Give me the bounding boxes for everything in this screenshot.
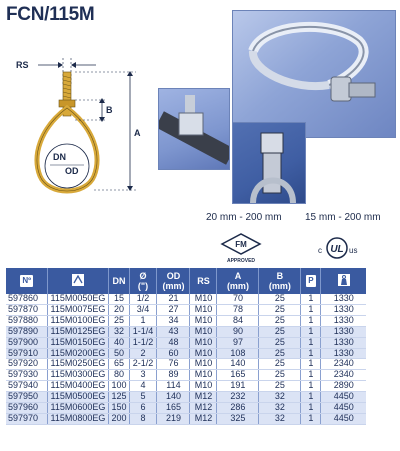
- cell-a: 140: [217, 359, 259, 370]
- table-header-row: [6, 268, 366, 294]
- col-pack: P: [301, 268, 321, 294]
- cell-diameter: 3/4: [129, 304, 157, 315]
- cell-b: 25: [259, 359, 301, 370]
- fm-range: 20 mm - 200 mm: [206, 212, 282, 223]
- cell-od: 89: [157, 370, 190, 381]
- col-diameter: Ø ("): [129, 268, 157, 294]
- cell-pack: 1: [301, 370, 321, 381]
- cell-model: 115M0125EG: [48, 326, 109, 337]
- cell-rs: M10: [190, 348, 217, 359]
- cell-weight: 4450: [321, 392, 366, 403]
- cell-pack: 1: [301, 315, 321, 326]
- cell-diameter: 3: [129, 370, 157, 381]
- table-row: [6, 337, 366, 348]
- cell-model: 115M0200EG: [48, 348, 109, 359]
- cell-pack: 1: [301, 304, 321, 315]
- cell-rs: M10: [190, 370, 217, 381]
- cell-dn: 40: [109, 337, 129, 348]
- cell-weight: 2340: [321, 370, 366, 381]
- cell-od: 27: [157, 304, 190, 315]
- weight-icon: [337, 273, 351, 287]
- cell-weight: 2890: [321, 381, 366, 392]
- cell-b: 25: [259, 348, 301, 359]
- cell-model: 115M0075EG: [48, 304, 109, 315]
- cell-weight: 2340: [321, 359, 366, 370]
- cell-b: 32: [259, 413, 301, 424]
- col-a: A (mm): [217, 268, 259, 294]
- cell-code: 597950: [6, 392, 48, 403]
- ul-range: 15 mm - 200 mm: [305, 212, 381, 223]
- cell-rs: M10: [190, 315, 217, 326]
- cell-od: 34: [157, 315, 190, 326]
- cell-dn: 150: [109, 403, 129, 414]
- cell-code: 597870: [6, 304, 48, 315]
- cell-rs: M12: [190, 403, 217, 414]
- cell-model: 115M0250EG: [48, 359, 109, 370]
- cell-a: 108: [217, 348, 259, 359]
- cell-dn: 20: [109, 304, 129, 315]
- cell-dn: 50: [109, 348, 129, 359]
- cell-model: 115M0400EG: [48, 381, 109, 392]
- cell-b: 25: [259, 304, 301, 315]
- cell-diameter: 1-1/4: [129, 326, 157, 337]
- cell-weight: 1330: [321, 304, 366, 315]
- cell-b: 25: [259, 370, 301, 381]
- dn-label: DN: [53, 152, 66, 162]
- cell-od: 21: [157, 294, 190, 304]
- cell-rs: M12: [190, 413, 217, 424]
- cell-code: 597940: [6, 381, 48, 392]
- cell-weight: 1330: [321, 348, 366, 359]
- col-dn: DN: [109, 268, 129, 294]
- cell-weight: 1330: [321, 326, 366, 337]
- cell-model: 115M0100EG: [48, 315, 109, 326]
- cell-od: 140: [157, 392, 190, 403]
- cell-pack: 1: [301, 326, 321, 337]
- cell-a: 70: [217, 294, 259, 304]
- cell-od: 60: [157, 348, 190, 359]
- col-code: Nº: [6, 268, 48, 294]
- cell-pack: 1: [301, 337, 321, 348]
- cell-od: 219: [157, 413, 190, 424]
- cell-dn: 65: [109, 359, 129, 370]
- cell-diameter: 1-1/2: [129, 337, 157, 348]
- clamp-icon: [71, 273, 85, 287]
- cell-diameter: 5: [129, 392, 157, 403]
- svg-text:FM: FM: [235, 240, 247, 249]
- cell-b: 25: [259, 315, 301, 326]
- svg-text:us: us: [349, 246, 358, 255]
- cell-diameter: 4: [129, 381, 157, 392]
- table-row: [6, 359, 366, 370]
- cell-dn: 32: [109, 326, 129, 337]
- col-model: [48, 268, 109, 294]
- cell-rs: M10: [190, 326, 217, 337]
- cell-a: 78: [217, 304, 259, 315]
- product-photo-main: [232, 10, 396, 138]
- cell-diameter: 8: [129, 413, 157, 424]
- svg-text:UL: UL: [330, 244, 344, 255]
- cell-model: 115M0800EG: [48, 413, 109, 424]
- rs-label: RS: [16, 60, 29, 70]
- cell-a: 90: [217, 326, 259, 337]
- cell-rs: M10: [190, 304, 217, 315]
- cell-code: 597970: [6, 413, 48, 424]
- cell-code: 597960: [6, 403, 48, 414]
- cell-a: 84: [217, 315, 259, 326]
- cell-code: 597920: [6, 359, 48, 370]
- cell-pack: 1: [301, 403, 321, 414]
- cell-model: 115M0150EG: [48, 337, 109, 348]
- table-row: [6, 304, 366, 315]
- cell-code: 597930: [6, 370, 48, 381]
- cell-weight: 1330: [321, 315, 366, 326]
- cell-dn: 200: [109, 413, 129, 424]
- cell-od: 48: [157, 337, 190, 348]
- cell-code: 597880: [6, 315, 48, 326]
- cell-model: 115M0600EG: [48, 403, 109, 414]
- cell-a: 232: [217, 392, 259, 403]
- col-weight: [321, 268, 366, 294]
- cell-dn: 80: [109, 370, 129, 381]
- product-photo-installed: [158, 88, 230, 170]
- hanger-drawing: [10, 48, 160, 208]
- cell-b: 32: [259, 403, 301, 414]
- cell-b: 25: [259, 381, 301, 392]
- cell-a: 97: [217, 337, 259, 348]
- cell-od: 165: [157, 403, 190, 414]
- cell-a: 165: [217, 370, 259, 381]
- cell-od: 43: [157, 326, 190, 337]
- table-row: [6, 381, 366, 392]
- cell-b: 25: [259, 337, 301, 348]
- cell-weight: 4450: [321, 403, 366, 414]
- col-od: OD (mm): [157, 268, 190, 294]
- cell-code: 597900: [6, 337, 48, 348]
- product-photo-detail: [232, 122, 306, 204]
- cell-code: 597860: [6, 294, 48, 304]
- table-row: [6, 413, 366, 424]
- col-rs: RS: [190, 268, 217, 294]
- cell-od: 76: [157, 359, 190, 370]
- cell-rs: M10: [190, 359, 217, 370]
- cell-b: 32: [259, 392, 301, 403]
- cell-od: 114: [157, 381, 190, 392]
- table-row: [6, 315, 366, 326]
- cell-a: 191: [217, 381, 259, 392]
- product-title: FCN/115M: [6, 4, 95, 25]
- cell-weight: 1330: [321, 337, 366, 348]
- cell-pack: 1: [301, 294, 321, 304]
- table-row: [6, 392, 366, 403]
- cell-model: 115M0300EG: [48, 370, 109, 381]
- cell-a: 325: [217, 413, 259, 424]
- col-b: B (mm): [259, 268, 301, 294]
- cell-a: 286: [217, 403, 259, 414]
- cell-b: 25: [259, 326, 301, 337]
- table-row: [6, 403, 366, 414]
- cell-model: 115M0500EG: [48, 392, 109, 403]
- cell-rs: M10: [190, 294, 217, 304]
- cell-model: 115M0050EG: [48, 294, 109, 304]
- b-label: B: [106, 105, 113, 115]
- a-label: A: [134, 128, 141, 138]
- cell-dn: 100: [109, 381, 129, 392]
- table-row: [6, 294, 366, 304]
- cell-weight: 4450: [321, 413, 366, 424]
- cell-diameter: 2: [129, 348, 157, 359]
- cell-pack: 1: [301, 348, 321, 359]
- cell-weight: 1330: [321, 294, 366, 304]
- spec-table-body: [6, 294, 366, 424]
- cell-rs: M10: [190, 381, 217, 392]
- svg-text:c: c: [318, 246, 322, 255]
- cell-dn: 15: [109, 294, 129, 304]
- cell-pack: 1: [301, 359, 321, 370]
- table-row: [6, 348, 366, 359]
- spec-table: [6, 268, 366, 425]
- svg-text:APPROVED: APPROVED: [226, 258, 256, 264]
- cell-b: 25: [259, 294, 301, 304]
- cell-code: 597910: [6, 348, 48, 359]
- cell-pack: 1: [301, 413, 321, 424]
- table-row: [6, 326, 366, 337]
- table-row: [6, 370, 366, 381]
- cell-rs: M10: [190, 337, 217, 348]
- cell-diameter: 6: [129, 403, 157, 414]
- cell-dn: 125: [109, 392, 129, 403]
- cell-diameter: 1/2: [129, 294, 157, 304]
- cell-rs: M12: [190, 392, 217, 403]
- cell-pack: 1: [301, 392, 321, 403]
- ul-listed-logo: [315, 232, 361, 262]
- cell-diameter: 2-1/2: [129, 359, 157, 370]
- cell-pack: 1: [301, 381, 321, 392]
- cell-code: 597890: [6, 326, 48, 337]
- cell-diameter: 1: [129, 315, 157, 326]
- cell-dn: 25: [109, 315, 129, 326]
- fm-approved-logo: [218, 232, 264, 264]
- od-label: OD: [65, 166, 79, 176]
